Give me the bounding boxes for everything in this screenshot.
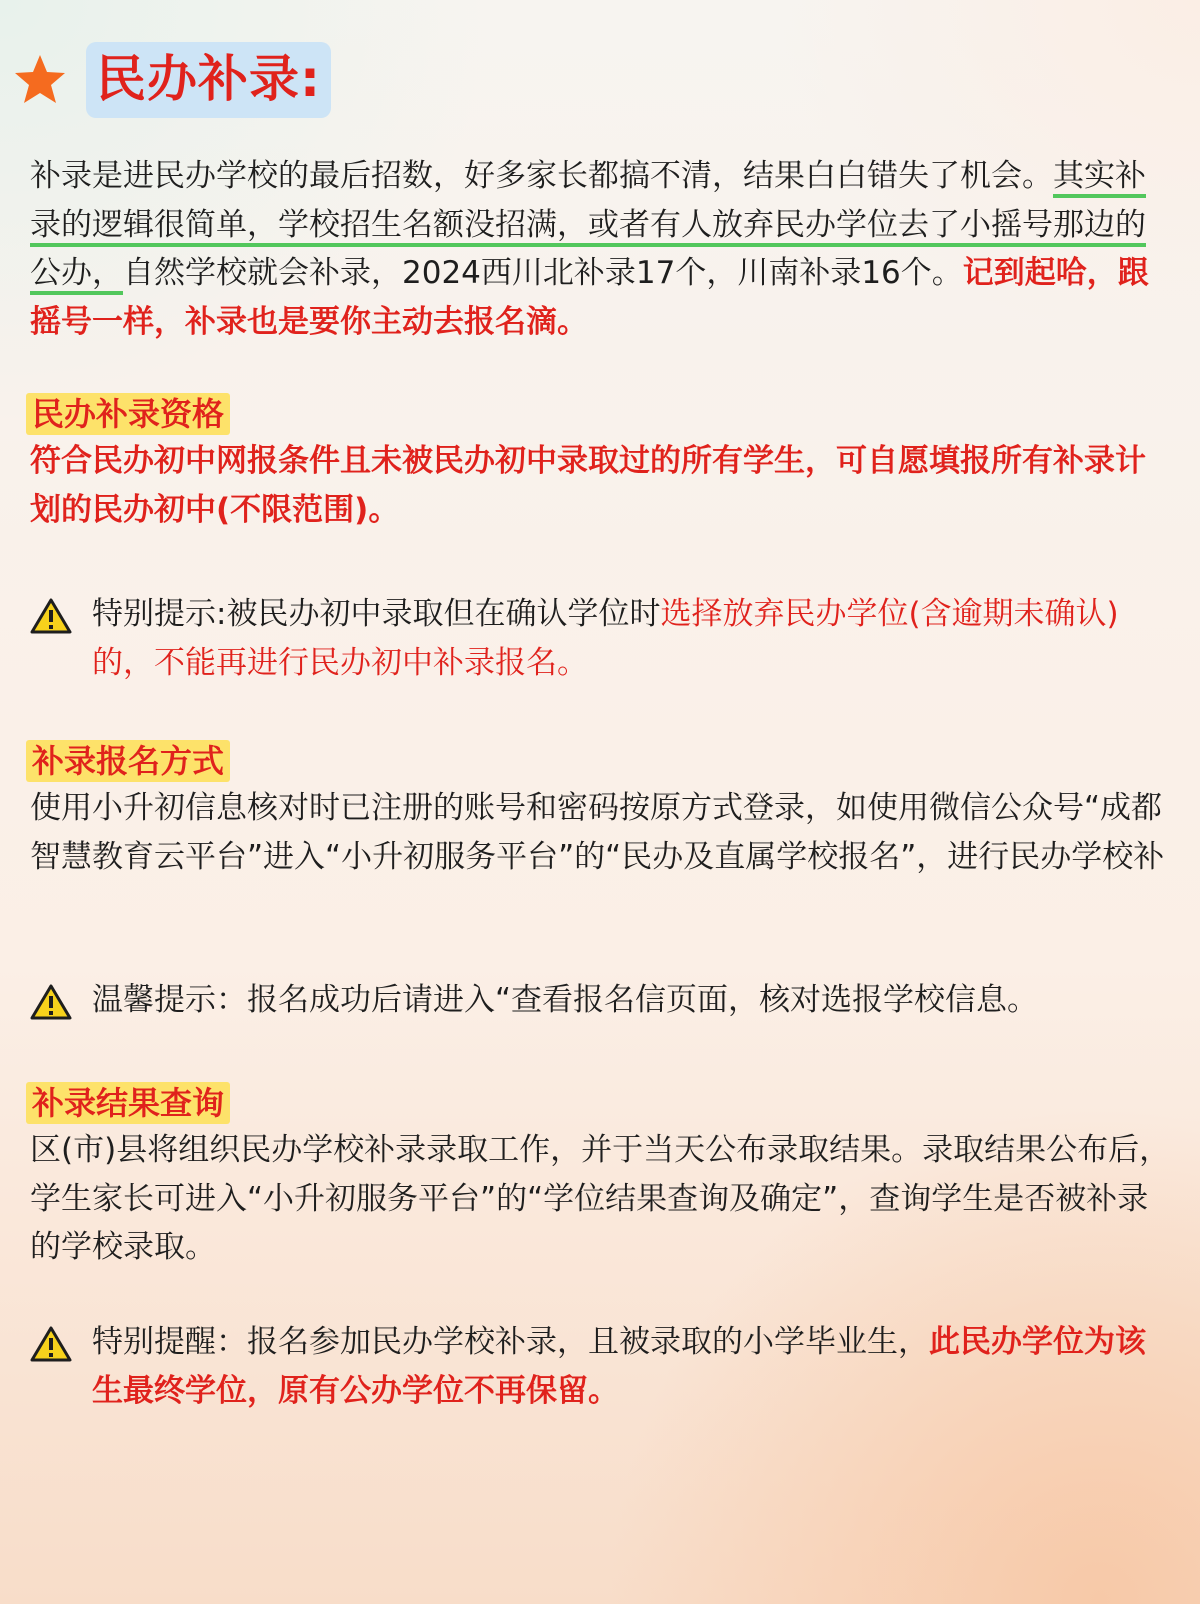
eligibility-text: 符合民办初中网报条件且未被民办初中录取过的所有学生，可自愿填报所有补录计划的民办初中(不限范围)。: [30, 443, 1146, 528]
warning1-highlight: 选择放弃民办学位(含逾期未确认)的，不能再进行民办初中补录报名。: [92, 596, 1119, 681]
eligibility-label: 民办补录资格: [26, 393, 230, 435]
warning-icon: [30, 1326, 72, 1362]
page-title: 民办补录:: [86, 42, 331, 118]
warning-icon: [30, 598, 72, 634]
intro-part1: 补录是进民办学校的最后招数，好多家长都搞不清，结果白白错失了机会。: [30, 158, 1053, 194]
intro-underlined: 其实补录的逻辑很简单，学校招生名额没招满，或者有人放弃民办学位去了小摇号那边的公办，: [30, 158, 1146, 295]
warning-special-reminder-text: [92, 1318, 1175, 1415]
star-icon: [12, 52, 68, 108]
warning-special-notice-text: [92, 590, 1175, 687]
method-label: 补录报名方式: [26, 740, 230, 782]
intro-highlight: 记到起哈，跟摇号一样，补录也是要你主动去报名滴。: [30, 255, 1149, 340]
result-text: 区(市)县将组织民办学校补录录取工作，并于当天公布录取结果。录取结果公布后，学生家长可进入“小升初服务平台”的“学位结果查询及确定”，查询学生是否被补录的学校录取。: [30, 1132, 1171, 1265]
method-text: 使用小升初信息核对时已注册的账号和密码按原方式登录，如使用微信公众号“成都智慧教育云平台”进入“小升初服务平台”的“民办及直属学校报名”，进行民办学校补: [30, 790, 1165, 875]
warning3-prefix: 特别提醒：报名参加民办学校补录，且被录取的小学毕业生，: [92, 1324, 929, 1360]
title-row: [12, 42, 331, 118]
warning3-highlight: 此民办学位为该生最终学位，原有公办学位不再保留。: [92, 1324, 1146, 1409]
warning-special-notice: [30, 590, 1175, 687]
intro-part2: 自然学校就会补录，2024西川北补录17个，川南补录16个。: [123, 255, 963, 291]
intro-paragraph: [30, 152, 1175, 346]
warning-friendly-tip-text: 温馨提示：报名成功后请进入“查看报名信页面，核对选报学校信息。: [92, 982, 1039, 1018]
warning-special-reminder: [30, 1318, 1175, 1415]
warning1-prefix: 特别提示:被民办初中录取但在确认学位时: [92, 596, 661, 632]
result-label: 补录结果查询: [26, 1082, 230, 1124]
warning-icon: [30, 984, 72, 1020]
warning-friendly-tip: [30, 976, 1175, 1025]
